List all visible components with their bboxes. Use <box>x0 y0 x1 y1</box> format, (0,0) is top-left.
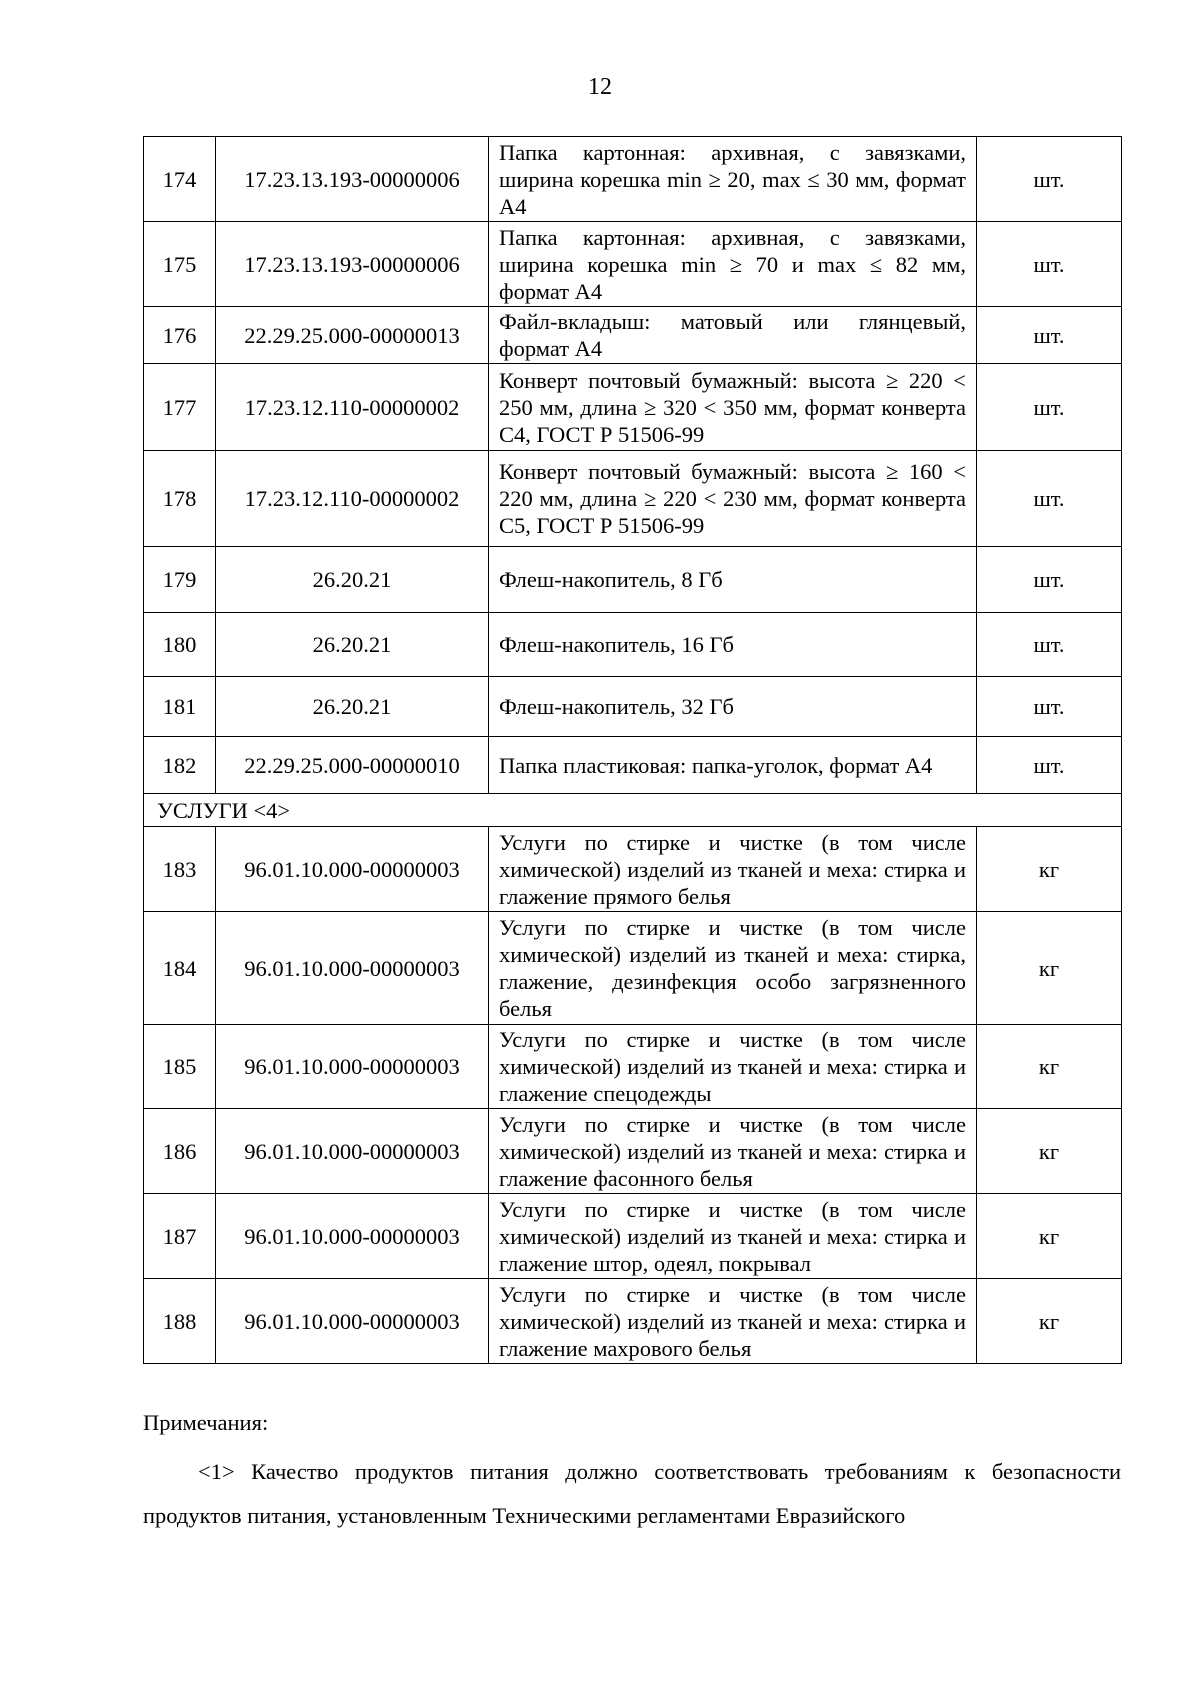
row-name: Флеш-накопитель, 32 Гб <box>489 677 977 737</box>
row-code: 96.01.10.000-00000003 <box>216 827 489 912</box>
row-code: 17.23.13.193-00000006 <box>216 222 489 307</box>
row-code: 96.01.10.000-00000003 <box>216 1194 489 1279</box>
row-name: Флеш-накопитель, 16 Гб <box>489 613 977 677</box>
row-name: Файл-вкладыш: матовый или глянцевый, формат А4 <box>489 307 977 364</box>
table-row <box>144 307 1122 364</box>
row-unit: кг <box>977 1194 1122 1279</box>
row-unit: шт. <box>977 613 1122 677</box>
row-unit: шт. <box>977 677 1122 737</box>
row-name: Конверт почтовый бумажный: высота ≥ 160 < 220 мм, длина ≥ 220 < 230 мм, формат конверта С5, ГОСТ Р 51506-99 <box>489 451 977 547</box>
row-number: 174 <box>144 137 216 222</box>
row-name: Услуги по стирке и чистке (в том числе химической) изделий из тканей и меха: стирка и глажение спецодежды <box>489 1025 977 1109</box>
row-number: 180 <box>144 613 216 677</box>
row-name: Услуги по стирке и чистке (в том числе химической) изделий из тканей и меха: стирка и глажение штор, одеял, покрывал <box>489 1194 977 1279</box>
row-unit: шт. <box>977 137 1122 222</box>
row-code: 96.01.10.000-00000003 <box>216 912 489 1025</box>
row-number: 188 <box>144 1279 216 1364</box>
row-name: Услуги по стирке и чистке (в том числе химической) изделий из тканей и меха: стирка и глажение фасонного белья <box>489 1109 977 1194</box>
table-row <box>144 451 1122 547</box>
table-row <box>144 1025 1122 1109</box>
row-unit: кг <box>977 1025 1122 1109</box>
section-row <box>144 794 1122 827</box>
note-paragraph: <1> Качество продуктов питания должно соответствовать требованиям к безопасности продуктов питания, установленным Техническими регламентами Евразийского <box>143 1459 1121 1528</box>
row-code: 96.01.10.000-00000003 <box>216 1025 489 1109</box>
row-number: 177 <box>144 364 216 451</box>
row-name: Флеш-накопитель, 8 Гб <box>489 547 977 613</box>
row-code: 26.20.21 <box>216 677 489 737</box>
row-number: 176 <box>144 307 216 364</box>
row-number: 183 <box>144 827 216 912</box>
section-title: УСЛУГИ <4> <box>144 794 1122 827</box>
table-row <box>144 1109 1122 1194</box>
table-row <box>144 737 1122 794</box>
row-name: Конверт почтовый бумажный: высота ≥ 220 < 250 мм, длина ≥ 320 < 350 мм, формат конверта С4, ГОСТ Р 51506-99 <box>489 364 977 451</box>
row-unit: шт. <box>977 547 1122 613</box>
row-unit: шт. <box>977 222 1122 307</box>
row-number: 185 <box>144 1025 216 1109</box>
row-number: 181 <box>144 677 216 737</box>
row-name: Услуги по стирке и чистке (в том числе химической) изделий из тканей и меха: стирка, глажение, дезинфекция особо загрязненного белья <box>489 912 977 1025</box>
row-name: Папка картонная: архивная, с завязками, ширина корешка min ≥ 20, max ≤ 30 мм, формат А4 <box>489 137 977 222</box>
table-row <box>144 137 1122 222</box>
page-number: 12 <box>588 74 612 100</box>
table-row <box>144 613 1122 677</box>
row-unit: кг <box>977 1279 1122 1364</box>
row-name: Папка картонная: архивная, с завязками, ширина корешка min ≥ 70 и max ≤ 82 мм, формат А4 <box>489 222 977 307</box>
row-code: 17.23.13.193-00000006 <box>216 137 489 222</box>
row-number: 186 <box>144 1109 216 1194</box>
row-unit: шт. <box>977 364 1122 451</box>
row-number: 182 <box>144 737 216 794</box>
row-code: 26.20.21 <box>216 613 489 677</box>
row-code: 17.23.12.110-00000002 <box>216 364 489 451</box>
goods-table <box>143 136 1122 1364</box>
table-row <box>144 677 1122 737</box>
notes-title: Примечания: <box>143 1410 269 1435</box>
table-row <box>144 1194 1122 1279</box>
row-code: 17.23.12.110-00000002 <box>216 451 489 547</box>
table-row <box>144 547 1122 613</box>
row-code: 22.29.25.000-00000010 <box>216 737 489 794</box>
row-unit: шт. <box>977 307 1122 364</box>
table-row <box>144 222 1122 307</box>
row-unit: шт. <box>977 737 1122 794</box>
row-name: Услуги по стирке и чистке (в том числе химической) изделий из тканей и меха: стирка и глажение прямого белья <box>489 827 977 912</box>
row-unit: кг <box>977 912 1122 1025</box>
row-unit: шт. <box>977 451 1122 547</box>
row-number: 187 <box>144 1194 216 1279</box>
row-number: 179 <box>144 547 216 613</box>
row-unit: кг <box>977 827 1122 912</box>
row-code: 96.01.10.000-00000003 <box>216 1279 489 1364</box>
row-name: Папка пластиковая: папка-уголок, формат А4 <box>489 737 977 794</box>
row-number: 178 <box>144 451 216 547</box>
table-row <box>144 1279 1122 1364</box>
table-row <box>144 912 1122 1025</box>
row-code: 22.29.25.000-00000013 <box>216 307 489 364</box>
row-number: 184 <box>144 912 216 1025</box>
row-code: 26.20.21 <box>216 547 489 613</box>
row-unit: кг <box>977 1109 1122 1194</box>
row-number: 175 <box>144 222 216 307</box>
row-code: 96.01.10.000-00000003 <box>216 1109 489 1194</box>
table-row <box>144 364 1122 451</box>
row-name: Услуги по стирке и чистке (в том числе химической) изделий из тканей и меха: стирка и глажение махрового белья <box>489 1279 977 1364</box>
table-row <box>144 827 1122 912</box>
